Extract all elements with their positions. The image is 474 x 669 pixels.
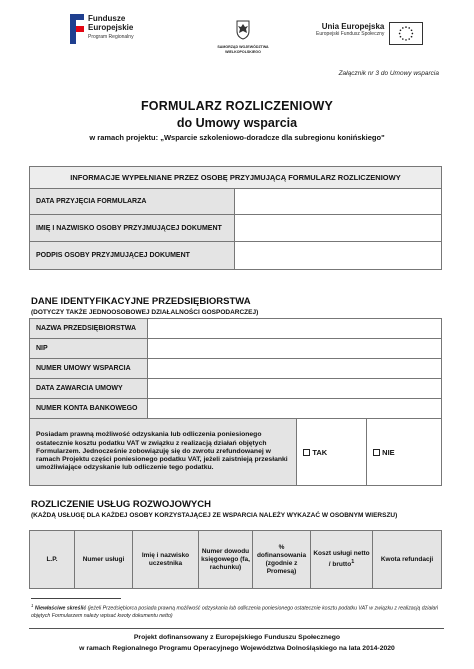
- col-header-lp: L.P.: [30, 531, 75, 589]
- eu-star-icon: [400, 36, 402, 38]
- checkbox-icon[interactable]: [373, 449, 380, 456]
- footnote-divider: [31, 598, 121, 599]
- col-header-cost-label: Koszt usługi netto / brutto: [313, 549, 370, 569]
- samorzad-logo-line1: SAMORZĄD WOJEWÓDZTWA: [217, 45, 269, 49]
- fe-logo-line2: Europejskie: [88, 23, 134, 32]
- attachment-label: Załącznik nr 3 do Umowy wsparcia: [338, 70, 439, 77]
- receiver-signature-field[interactable]: [235, 242, 442, 270]
- company-name-field[interactable]: [147, 319, 441, 339]
- vat-statement: Posiadam prawną możliwość odzyskania lub odliczenia poniesionego ostatecznie kosztu podatku VAT w związku z realizacją działań objętych Formularzem. Jednocześnie zobowiązuję się do zwrotu zrefundowanej w ramach Projektu części poniesionego podatku VAT, jeżeli zaistnieją przesłanki umożliwiające odzyskanie lub odliczenie tego podatku.: [30, 419, 297, 486]
- logo-bar: [0, 0, 474, 60]
- info-row-label: PODPIS OSOBY PRZYJMUJĄCEJ DOKUMENT: [30, 242, 235, 270]
- eu-star-icon: [412, 33, 414, 35]
- footer-divider: [29, 628, 444, 629]
- fundusze-europejskie-logo: [70, 14, 134, 44]
- footnote-mark: 1: [31, 603, 34, 608]
- info-row-label: IMIĘ I NAZWISKO OSOBY PRZYJMUJĄCEJ DOKUMENT: [30, 215, 235, 242]
- eu-star-icon: [399, 33, 401, 35]
- company-row-label: DATA ZAWARCIA UMOWY: [30, 379, 148, 399]
- eu-star-icon: [406, 39, 408, 41]
- info-table: [29, 166, 442, 270]
- vat-yes-option[interactable]: [297, 419, 367, 486]
- col-header-service-number: Numer usługi: [75, 531, 133, 589]
- eu-star-icon: [402, 27, 404, 29]
- eu-flag-icon: [389, 22, 423, 45]
- fe-logo-line1: Fundusze: [88, 14, 126, 23]
- form-title: FORMULARZ ROZLICZENIOWY: [140, 99, 334, 113]
- section-company-subtitle: (DOTYCZY TAKŻE JEDNOOSOBOWEJ DZIAŁALNOŚCI GOSPODARCZEJ): [31, 309, 259, 316]
- company-row-label: NUMER KONTA BANKOWEGO: [30, 399, 148, 419]
- eu-star-icon: [409, 27, 411, 29]
- form-subtitle: do Umowy wsparcia: [176, 116, 298, 130]
- footer-line1: Projekt dofinansowany z Europejskiego Funduszu Społecznego: [133, 634, 341, 641]
- eagle-crest-icon: [235, 20, 251, 40]
- col-header-funding-percent: % dofinansowania (zgodnie z Promesą): [253, 531, 311, 589]
- eu-star-icon: [411, 36, 413, 38]
- company-row-label: NUMER UMOWY WSPARCIA: [30, 359, 148, 379]
- eu-star-icon: [406, 26, 408, 28]
- project-name: w ramach projektu: „Wsparcie szkoleniowo-doradcze dla subregionu konińskiego": [89, 133, 385, 142]
- vat-no-option[interactable]: [367, 419, 442, 486]
- samorzad-logo: [198, 20, 288, 54]
- info-table-header: INFORMACJE WYPEŁNIANE PRZEZ OSOBĘ PRZYJMUJĄCĄ FORMULARZ ROZLICZENIOWY: [30, 167, 442, 189]
- ue-logo-line2: Europejski Fundusz Społeczny: [316, 31, 385, 37]
- footer-line2: w ramach Regionalnego Programu Operacyjnego Województwa Dolnośląskiego na lata 2014-2020: [79, 645, 395, 652]
- contract-number-field[interactable]: [147, 359, 441, 379]
- settlement-table: [29, 530, 442, 589]
- col-header-participant: Imię i nazwisko uczestnika: [133, 531, 199, 589]
- company-row-label: NIP: [30, 339, 148, 359]
- footnote-text: (jeżeli Przedsiębiorca posiada prawną możliwość odzyskania lub odliczenia poniesionego ostatecznie kosztu podatku VAT w związku z realizacją działań objętych Formularzem należy wpisać kwoty dokumentu netto): [31, 605, 439, 619]
- checkbox-icon[interactable]: [303, 449, 310, 456]
- unia-europejska-logo: [316, 22, 423, 45]
- col-header-refund: Kwota refundacji: [373, 531, 442, 589]
- eu-star-icon: [400, 29, 402, 31]
- samorzad-logo-line2: WIELKOPOLSKIEGO: [225, 49, 261, 54]
- info-row-label: DATA PRZYJĘCIA FORMULARZA: [30, 189, 235, 215]
- eu-star-icon: [411, 29, 413, 31]
- bank-account-field[interactable]: [147, 399, 441, 419]
- section-settlement-title: ROZLICZENIE USŁUG ROZWOJOWYCH: [31, 499, 211, 510]
- fe-logo-line3: Program Regionalny: [88, 34, 134, 40]
- company-data-table: [29, 318, 442, 486]
- footnote-strong: Niewłaściwe skreślić: [34, 605, 87, 612]
- receiver-name-field[interactable]: [235, 215, 442, 242]
- eu-star-icon: [409, 38, 411, 40]
- footnote: [31, 602, 446, 620]
- vat-no-label: NIE: [382, 447, 395, 457]
- col-header-cost-footnote-mark: 1: [351, 558, 355, 565]
- eu-star-icon: [402, 38, 404, 40]
- company-row-label: NAZWA PRZEDSIĘBIORSTWA: [30, 319, 148, 339]
- section-company-title: DANE IDENTYFIKACYJNE PRZEDSIĘBIORSTWA: [31, 296, 251, 307]
- intake-date-field[interactable]: [235, 189, 442, 215]
- vat-yes-label: TAK: [312, 447, 328, 457]
- contract-date-field[interactable]: [147, 379, 441, 399]
- col-header-document-number: Numer dowodu księgowego (fa, rachunku): [199, 531, 253, 589]
- nip-field[interactable]: [147, 339, 441, 359]
- ue-logo-line1: Unia Europejska: [321, 22, 385, 31]
- col-header-cost: [311, 531, 373, 589]
- section-settlement-subtitle: (KAŻDĄ USŁUGĘ DLA KAŻDEJ OSOBY KORZYSTAJĄCEJ ZE WSPARCIA NALEŻY WYKAZAĆ W OSOBNYM WIERSZU): [31, 512, 398, 519]
- fe-mark-icon: [70, 14, 84, 44]
